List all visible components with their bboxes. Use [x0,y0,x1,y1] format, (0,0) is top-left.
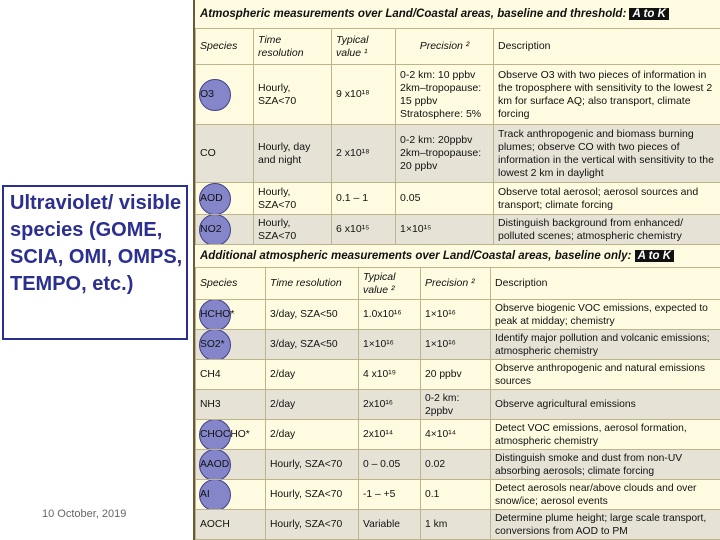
table-row [196,480,720,510]
description-cell: Identify major pollution and volcanic emissions; atmospheric chemistry [491,330,720,360]
col-typical: Typical value ¹ [332,29,396,65]
species-cell [196,65,254,125]
time-cell: Hourly, SZA<70 [254,65,332,125]
species-label: HCHO* [200,309,235,320]
species-label: O3 [200,88,215,100]
species-label: AI [200,489,210,500]
precision-cell: 4×10¹⁴ [421,420,491,450]
table-row [196,65,720,125]
col-description: Description [491,268,720,300]
species-cell [196,450,266,480]
section1-title [200,8,669,20]
typical-cell: 4 x10¹⁹ [359,360,421,390]
time-cell: Hourly, SZA<70 [266,480,359,510]
precision-cell: 1×10¹⁶ [421,330,491,360]
species-cell: CH4 [196,360,266,390]
typical-cell: 0 – 0.05 [359,450,421,480]
table-header-row [196,268,720,300]
typical-cell: 2x10¹⁴ [359,420,421,450]
table-header-row [196,29,720,65]
species-label: NO2 [200,223,222,235]
precision-cell: 0-2 km: 10 ppbv 2km–tropopause: 15 ppbv Stratosphere: 5% [396,65,494,125]
time-cell: 3/day, SZA<50 [266,300,359,330]
species-cell [196,183,254,215]
table-row [196,330,720,360]
table-row [196,510,720,540]
description-cell: Observe anthropogenic and natural emissions sources [491,360,720,390]
species-cell [196,330,266,360]
section1-title-text: Atmospheric measurements over Land/Coastal areas, baseline and threshold: [200,8,627,20]
description-cell: Observe O3 with two pieces of information in the troposphere with sensitivity to the lowest 2 km for surface AQ; also transport, climate forcing [494,65,720,125]
species-label: CHOCHO* [200,429,250,440]
description-cell: Track anthropogenic and biomass burning plumes; observe CO with two pieces of information in the vertical with sensitivity to the lowest 2 km in daylight [494,125,720,183]
col-time: Time resolution [254,29,332,65]
time-cell: 2/day [266,390,359,420]
section1-badge: A to K [629,8,668,20]
typical-cell: 0.1 – 1 [332,183,396,215]
time-cell: Hourly, SZA<70 [254,183,332,215]
table-row [196,360,720,390]
col-typical: Typical value ² [359,268,421,300]
col-precision: Precision ² [421,268,491,300]
table-row [196,450,720,480]
species-label: SO2* [200,339,225,350]
footer-date: 10 October, 2019 [42,508,127,520]
table-row [196,183,720,215]
precision-cell: 0.05 [396,183,494,215]
typical-cell: 9 x10¹⁸ [332,65,396,125]
time-cell: Hourly, SZA<70 [266,510,359,540]
species-cell [196,480,266,510]
col-species: Species [196,268,266,300]
description-cell: Observe biogenic VOC emissions, expected to peak at midday; chemistry [491,300,720,330]
col-time: Time resolution [266,268,359,300]
section2-title [200,250,674,262]
section2-badge: A to K [635,250,674,262]
time-cell: Hourly, day and night [254,125,332,183]
time-cell: 3/day, SZA<50 [266,330,359,360]
precision-cell: 1×10¹⁵ [396,215,494,245]
table-row [196,125,720,183]
typical-cell: 2 x10¹⁸ [332,125,396,183]
typical-cell: 1×10¹⁶ [359,330,421,360]
table-row [196,215,720,245]
time-cell: Hourly, SZA<70 [266,450,359,480]
table-baseline [195,28,720,245]
col-description: Description [494,29,720,65]
precision-cell: 20 ppbv [421,360,491,390]
typical-cell: 1.0x10¹⁶ [359,300,421,330]
description-cell: Detect VOC emissions, aerosol formation, atmospheric chemistry [491,420,720,450]
species-cell [196,215,254,245]
precision-cell: 1×10¹⁶ [421,300,491,330]
table-row [196,390,720,420]
table-row [196,300,720,330]
description-cell: Detect aerosols near/above clouds and over snow/ice; aerosol events [491,480,720,510]
precision-cell: 1 km [421,510,491,540]
description-cell: Distinguish background from enhanced/ polluted scenes; atmospheric chemistry [494,215,720,245]
time-cell: 2/day [266,360,359,390]
description-cell: Distinguish smoke and dust from non-UV absorbing aerosols; climate forcing [491,450,720,480]
table-additional [195,267,720,540]
species-cell: CO [196,125,254,183]
species-label: AAOD [200,459,230,470]
section2-title-text: Additional atmospheric measurements over Land/Coastal areas, baseline only: [200,250,632,262]
description-cell: Determine plume height; large scale transport, conversions from AOD to PM [491,510,720,540]
precision-cell: 0-2 km: 20ppbv 2km–tropopause: 20 ppbv [396,125,494,183]
species-cell [196,300,266,330]
typical-cell: Variable [359,510,421,540]
typical-cell: 6 x10¹⁵ [332,215,396,245]
description-cell: Observe agricultural emissions [491,390,720,420]
species-cell [196,420,266,450]
col-precision: Precision ² [396,29,494,65]
precision-cell: 0-2 km: 2ppbv [421,390,491,420]
species-cell: NH3 [196,390,266,420]
description-cell: Observe total aerosol; aerosol sources and transport; climate forcing [494,183,720,215]
precision-cell: 0.1 [421,480,491,510]
precision-cell: 0.02 [421,450,491,480]
species-cell: AOCH [196,510,266,540]
species-label: AOD [200,192,223,204]
time-cell: Hourly, SZA<70 [254,215,332,245]
time-cell: 2/day [266,420,359,450]
table-row [196,420,720,450]
callout-label: Ultraviolet/ visible species (GOME, SCIA, OMI, OMPS, TEMPO, etc.) [10,192,183,295]
typical-cell: -1 – +5 [359,480,421,510]
typical-cell: 2x10¹⁶ [359,390,421,420]
col-species: Species [196,29,254,65]
